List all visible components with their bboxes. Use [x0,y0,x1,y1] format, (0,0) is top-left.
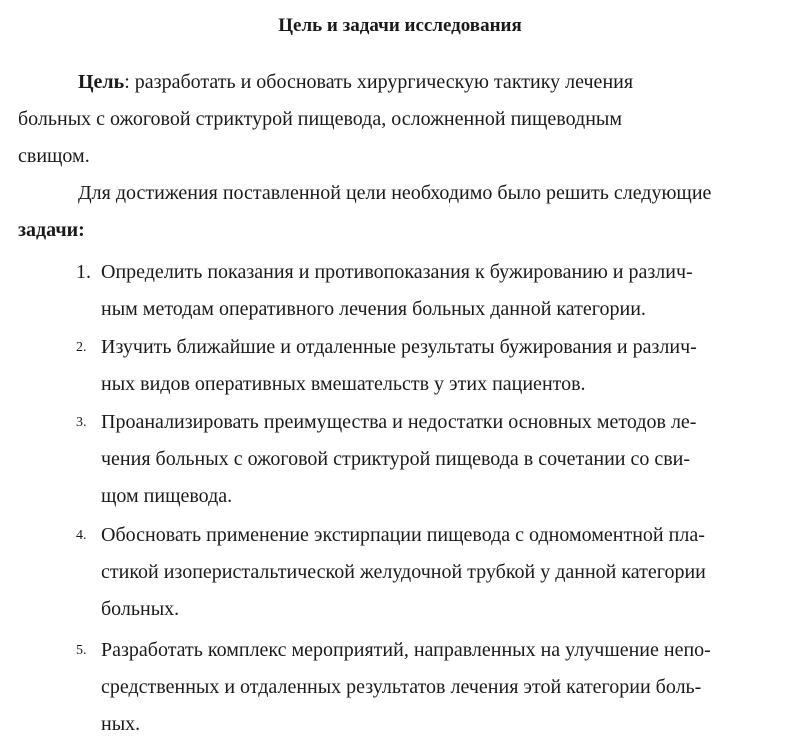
list-item-line: больных. [101,598,180,620]
goal-text-line-1: : разработать и обосновать хирургическую тактику лечения [124,71,634,93]
list-item-line: ным методам оперативного лечения больных данной категории. [101,298,646,320]
list-item-text [101,254,791,328]
goal-label: Цель [78,71,125,93]
intro-text: Для достижения поставленной цели необходимо было решить следующие [78,182,712,204]
tasks-label: задачи [18,219,79,241]
list-item-line: Изучить ближайшие и отдаленные результаты бужирования и различ- [101,336,697,358]
list-item-text [101,517,791,628]
list-item-number: 3. [76,415,87,430]
list-item-number: 1. [76,261,91,283]
list-item-number: 5. [76,643,87,658]
list-item-text [101,329,791,403]
list-item-line: Разработать комплекс мероприятий, направленных на улучшение непо- [101,639,711,661]
list-item-text [101,632,791,743]
intro-paragraph [18,175,793,249]
goal-text-line-2: больных с ожоговой стриктурой пищевода, осложненной пищеводным [18,108,622,130]
list-item-text [101,404,791,515]
list-item-line: Проанализировать преимущества и недостатки основных методов ле- [101,411,697,433]
goal-text-line-3: свищом. [18,145,90,167]
page-title: Цель и задачи исследования [278,15,522,36]
list-item-line: Определить показания и противопоказания к бужированию и различ- [101,261,693,283]
list-item-line: ных видов оперативных вмешательств у этих пациентов. [101,373,586,395]
list-item-line: щом пищевода. [101,485,233,507]
list-item-line: стикой изоперистальтической желудочной трубкой у данной категории [101,561,706,583]
goal-paragraph [18,64,718,175]
list-item-line: средственных и отдаленных результатов лечения этой категории боль- [101,676,702,698]
tasks-label-colon: : [78,219,85,241]
list-item-line: Обосновать применение экстирпации пищевода с одномоментной пла- [101,524,705,546]
list-item-line: чения больных с ожоговой стриктурой пищевода в сочетании со сви- [101,448,691,470]
list-item-line: ных. [101,713,141,735]
list-item-number: 4. [76,528,87,543]
list-item-number: 2. [76,340,87,355]
